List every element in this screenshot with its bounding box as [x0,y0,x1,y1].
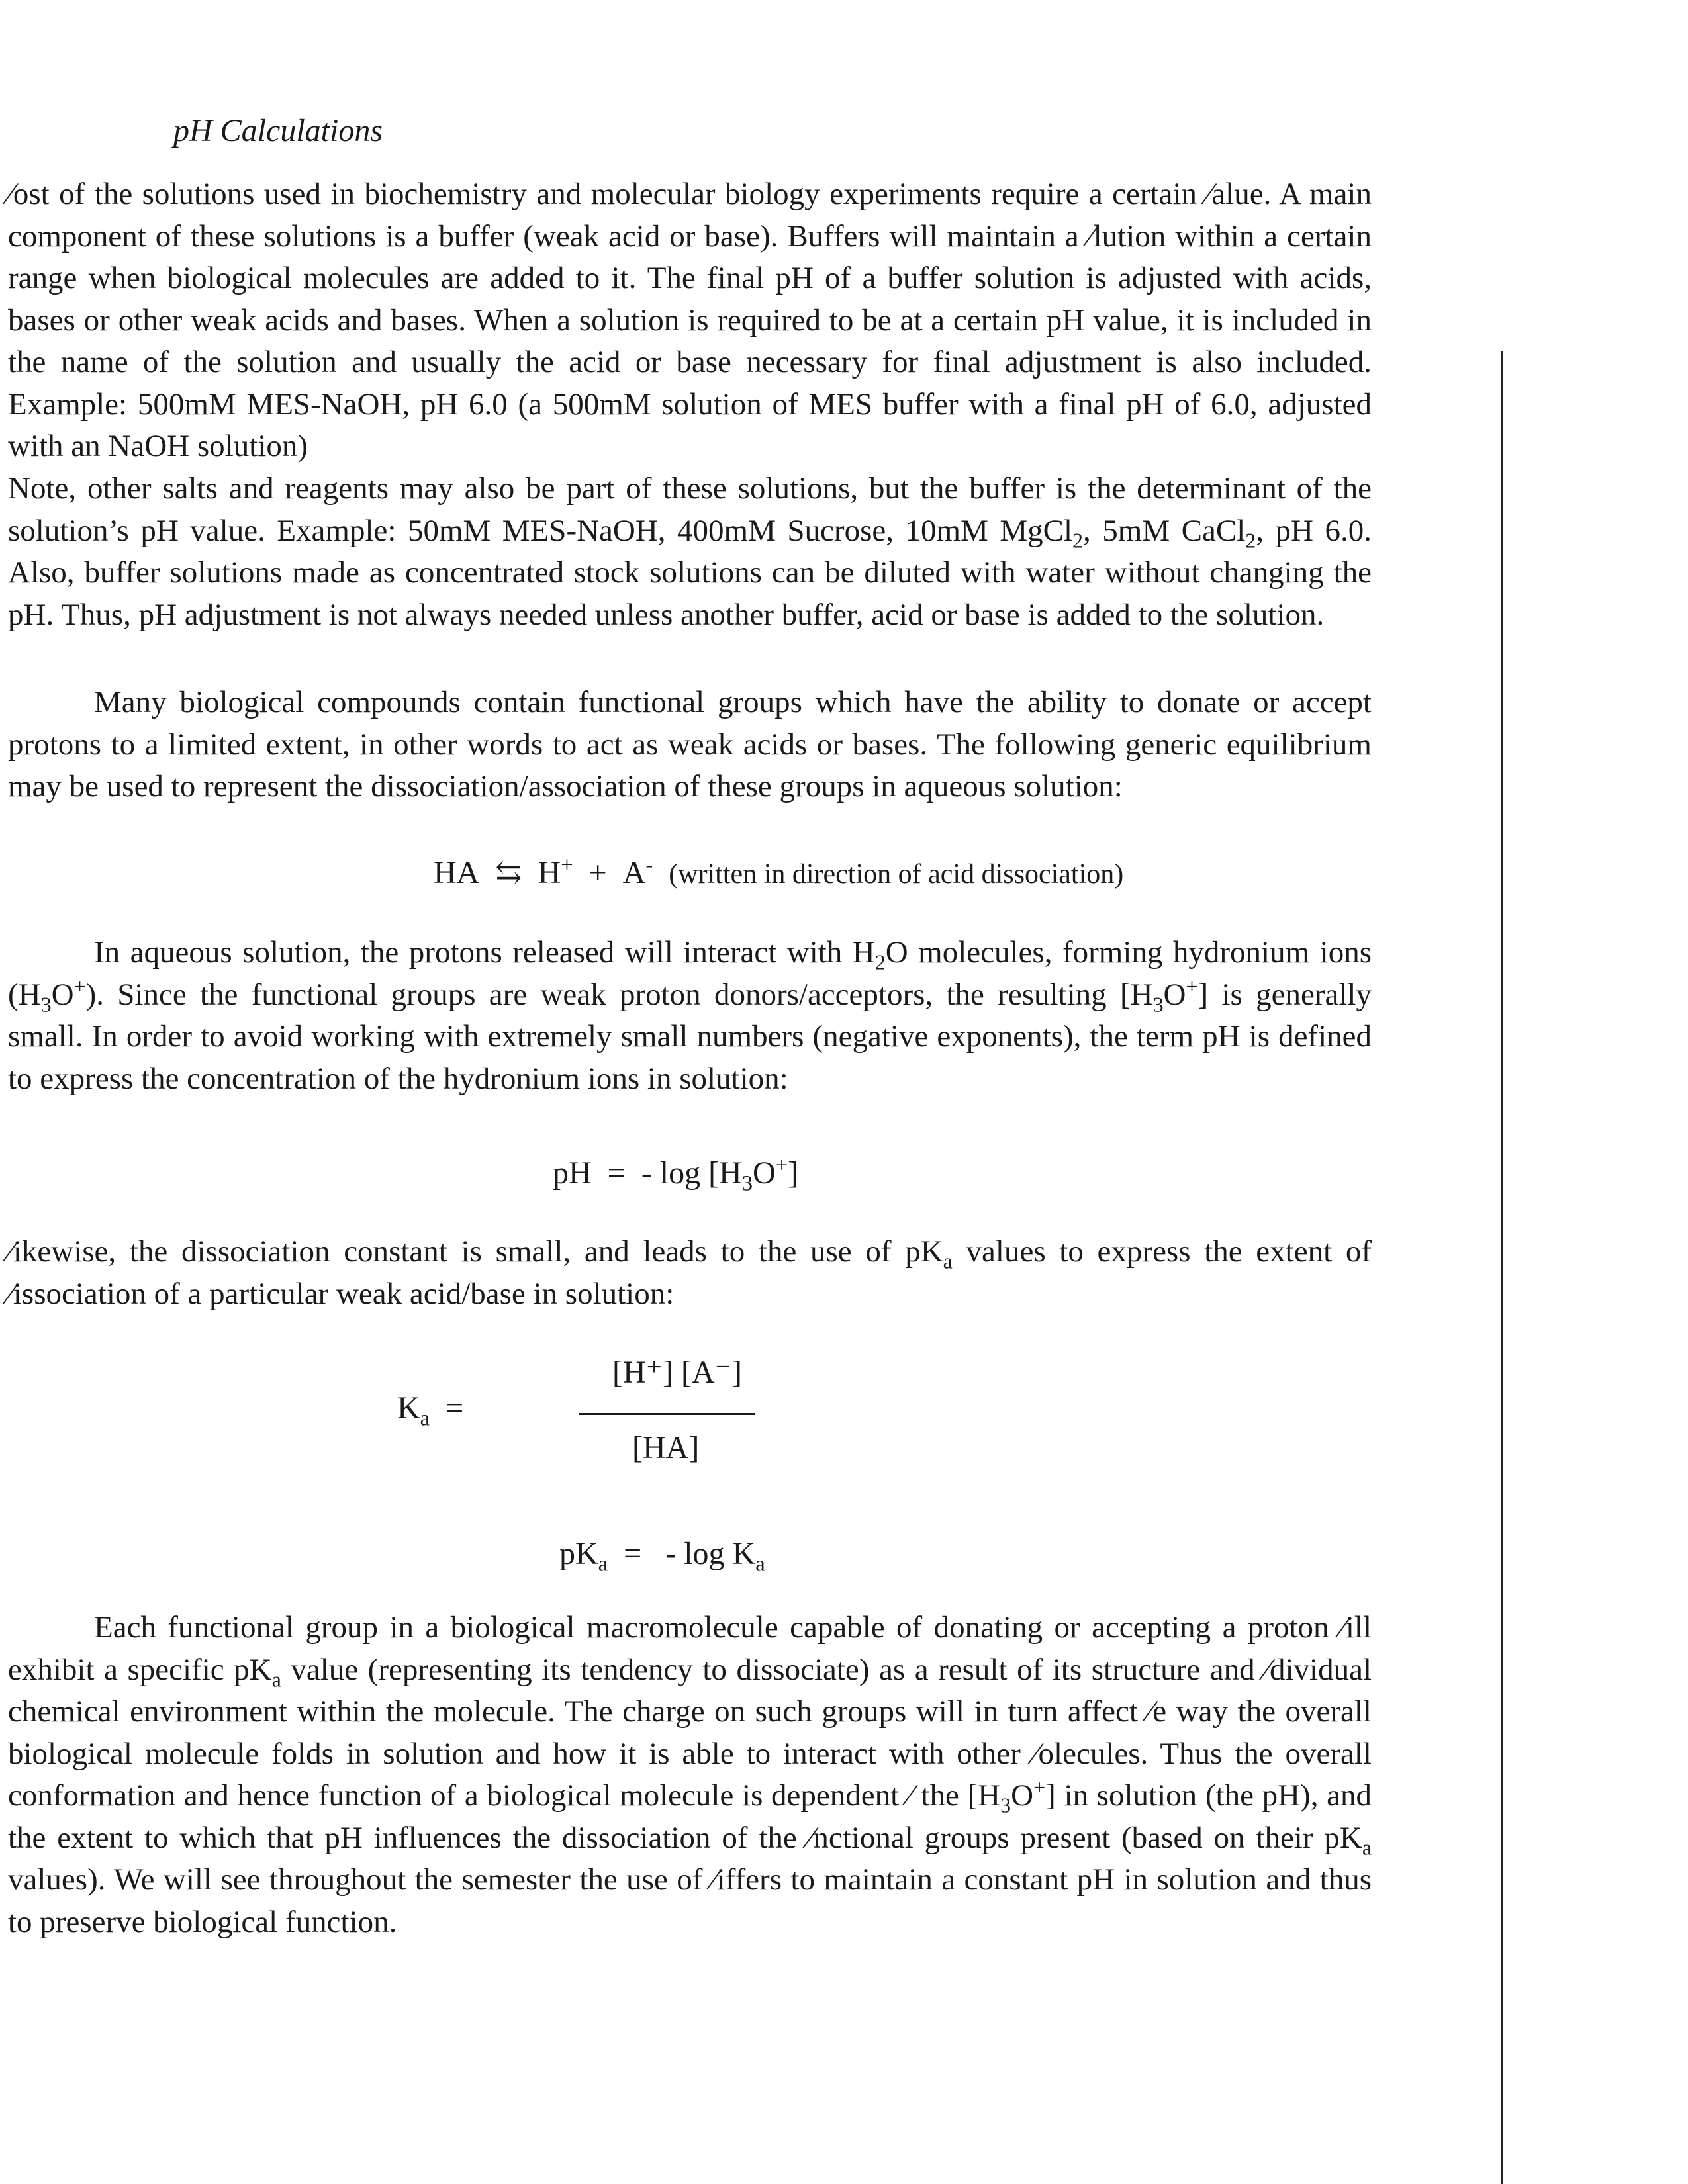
equilibrium-arrow-icon: ⇆ [495,855,522,890]
equation-ph-definition: pH = - $\log [H_3O^+]$ [553,1154,799,1196]
equation-pka: $pK_a$ = - $\log K_a$ [559,1536,765,1576]
paragraph-intro: ⁄ost of the solutions used in biochemistry and molecular biology experiments require a certain ⁄alue. A main component of these solutions is a buffer (weak acid or base). Buffers will maintain a ⁄lution within a certain range when biological molecules are added to it. The final pH of a buffer solution is adjusted with acids, bases or other weak acids and bases. When a solution is required to be at a certain pH value, it is included in the name of the solution and usually the acid or base necessary for final adjustment is also included. Example: 500mM MES-NaOH, pH 6.0 (a 500mM solution of MES buffer with a final pH of 6.0, adjusted with an NaOH solution) [8,177,1372,463]
paragraph-note: Note, other salts and reagents may also be part of these solutions, but the buffer is the determinant of the solution’s pH value. Example: 50mM MES-NaOH, 400mM Sucrose, 10mM MgCl$_2$, 5mM CaCl$_2$, pH 6.0. Also, buffer solutions made as concentrated stock solutions can be diluted with water without changing the pH. Thus, pH adjustment is not always needed unless another buffer, acid or base is added to the solution. [8,471,1372,632]
paragraph-likewise: ⁄ikewise, the dissociation constant is small, and leads to the use of $pK_a$ values to express the extent of ⁄issociation of a particular weak acid/base in solution: [8,1234,1372,1311]
paragraph-aqueous-solution: In aqueous solution, the protons released will interact with $H_2O$ molecules, forming hydronium ions $(H_3O^+)$. Since the functional groups are weak proton donors/acceptors, the resulting $[H_3O^+]$ is generally small. In order to avoid working with extremely small numbers (negative exponents), the term pH is defined to express the concentration of the hydronium ions in solution: [8,935,1372,1096]
page-title: pH Calculations [173,113,383,148]
ka-numerator: [H⁺] [A⁻] [612,1355,742,1390]
ka-denominator: [HA] [632,1430,700,1465]
scan-edge-line [1501,351,1503,2184]
equation-ka-lhs: $K_a$ = [397,1390,464,1431]
equation-dissociation: HA ⇆ H+ + A- (written in direction of acid dissociation) [434,853,1124,890]
paragraph-functional-groups: Many biological compounds contain functional groups which have the ability to donate or accept protons to a limited extent, in other words to act as weak acids or bases. The following generic equilibrium may be used to represent the dissociation/association of these groups in aqueous solution: [8,685,1372,803]
paragraph-macromolecule: Each functional group in a biological macromolecule capable of donating or accepting a proton ⁄ill exhibit a specific $pK_a$ value (representing its tendency to dissociate) as a result of its structure and ⁄dividual chemical environment within the molecule. The charge on such groups will in turn affect ⁄e way the overall biological molecule folds in solution and how it is able to interact with other ⁄olecules. Thus the overall conformation and hence function of a biological molecule is dependent ⁄ the $[H_3O^+]$ in solution (the pH), and the extent to which that pH influences the dissociation of the ⁄nctional groups present (based on their $pK_a$ values). We will see throughout the semester the use of ⁄iffers to maintain a constant pH in solution and thus to preserve biological function. [8,1610,1372,1939]
fraction-bar [579,1413,755,1415]
